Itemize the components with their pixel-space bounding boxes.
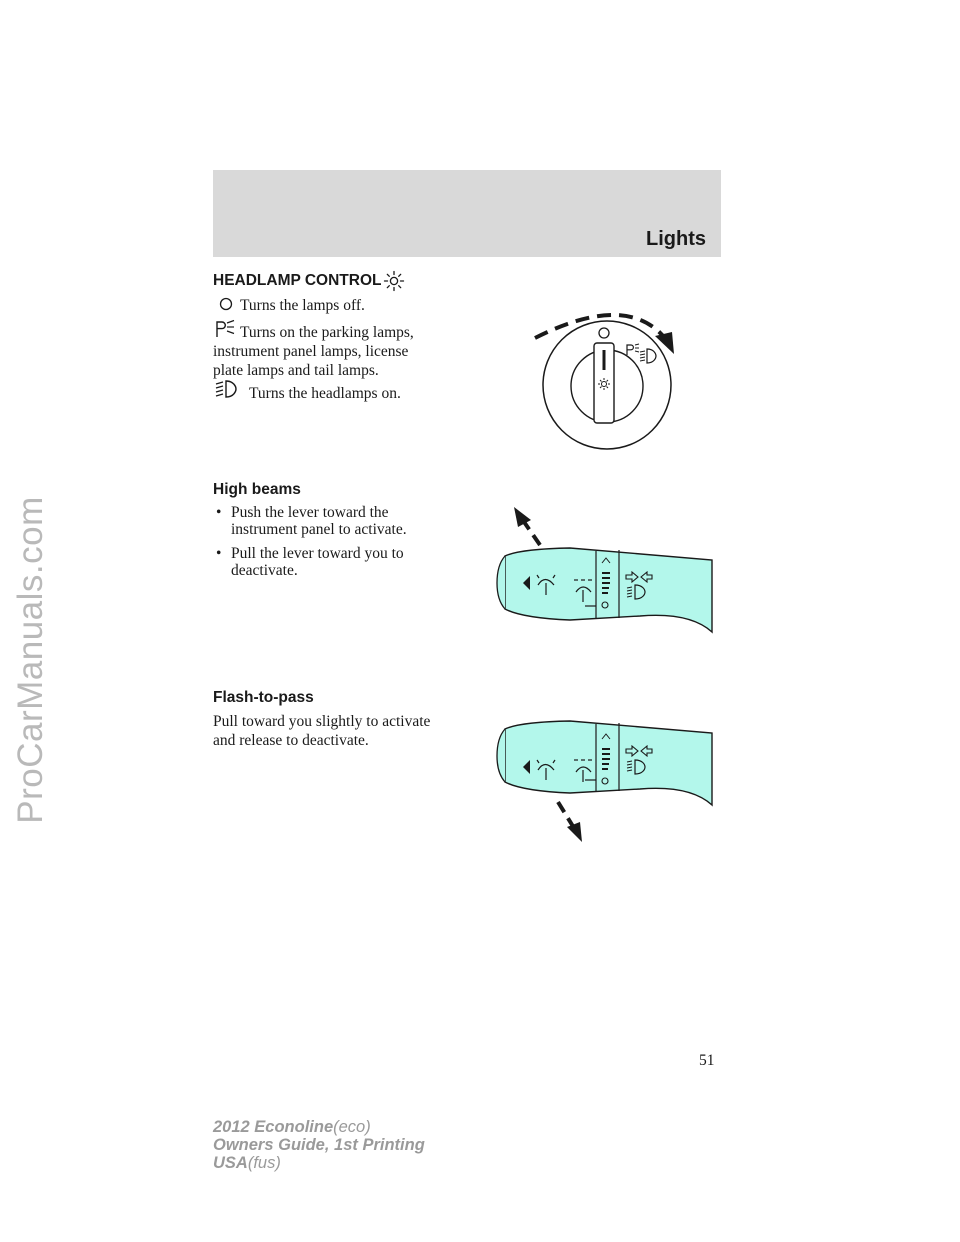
section-title: Lights [646,228,706,250]
list-item: • Pull the lever toward you to deactivate. [216,545,404,579]
headlamp-beam-icon [214,379,238,399]
parking-text-3: plate lamps and tail lamps. [213,362,379,379]
page-number: 51 [699,1052,715,1069]
off-text: Turns the lamps off. [240,297,365,314]
parking-text-1: Turns on the parking lamps, [240,324,414,341]
footer [213,1118,425,1172]
footer-line-2: Owners Guide, 1st Printing [213,1136,425,1154]
parking-lamps-icon [214,319,236,339]
headlamp-sun-icon [383,270,405,292]
footer-line-1: 2012 Econoline(eco) [213,1118,371,1136]
flash-to-pass-text-1: Pull toward you slightly to activate [213,713,431,730]
list-item: • Push the lever toward the instrument panel to activate. [216,504,407,538]
footer-line-3: USA(fus) [213,1154,281,1172]
watermark-text: ProCarManuals.com [11,496,50,824]
flash-to-pass-heading: Flash-to-pass [213,689,314,706]
headlamps-text: Turns the headlamps on. [249,385,401,402]
parking-text-2: instrument panel lamps, license [213,343,409,360]
headlamp-knob-figure [530,290,730,490]
flash-to-pass-lever-figure [495,715,720,845]
watermark [6,300,56,1020]
section-header [213,170,721,257]
high-beams-list [213,505,473,587]
headlamp-control-heading: HEADLAMP CONTROL [213,272,382,289]
high-beams-lever-figure [495,505,720,635]
flash-to-pass-text-2: and release to deactivate. [213,732,369,749]
high-beams-heading: High beams [213,481,301,498]
off-circle-icon [219,297,233,311]
